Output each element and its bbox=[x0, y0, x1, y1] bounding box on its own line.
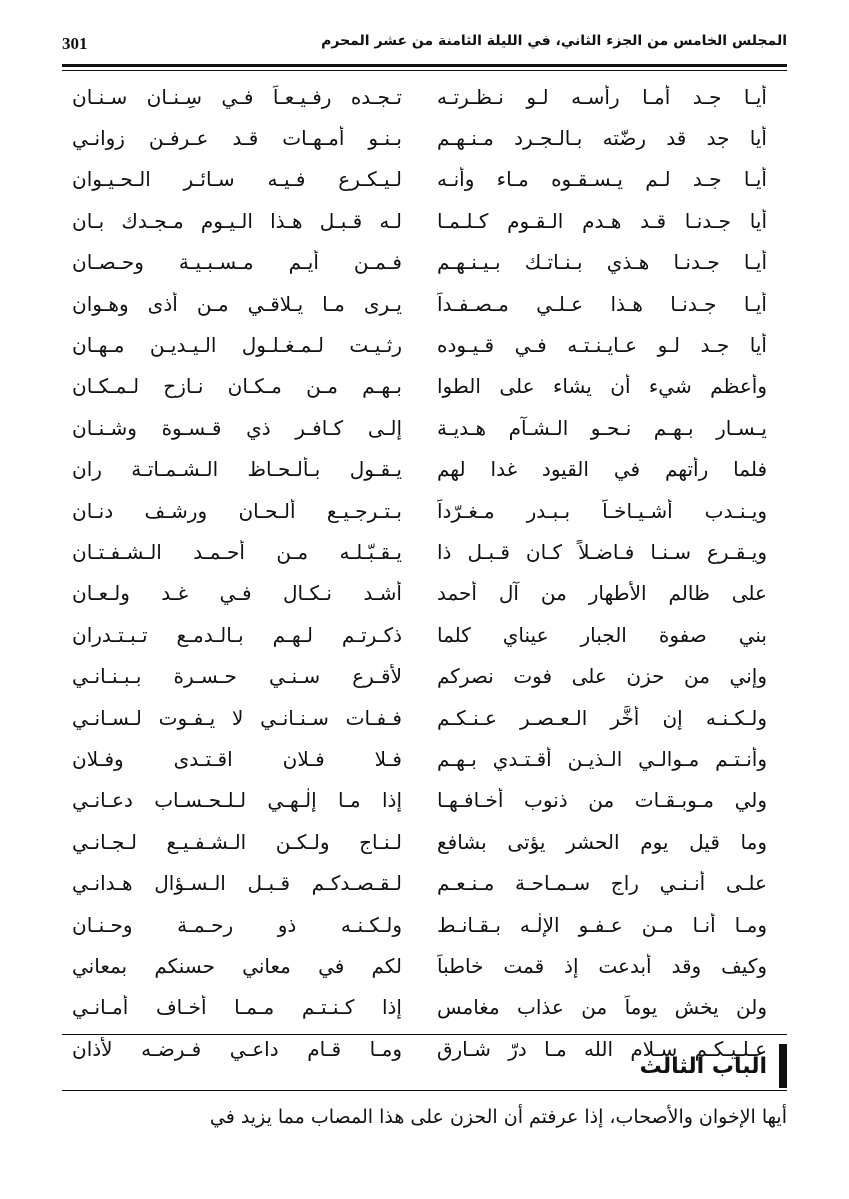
verse-line bbox=[72, 117, 767, 158]
verse-right-hemistich: وأعظم شيء أن يشاء على الطوا bbox=[437, 374, 767, 399]
verse-left-hemistich: لأقـرع سـنـي حـسـرة بـبـنـانـي bbox=[72, 664, 402, 689]
verse-line bbox=[72, 449, 767, 490]
verse-left-hemistich: لـقـصـدكـم قـبـل الـسـؤال هـدانـي bbox=[72, 871, 402, 896]
verse-right-hemistich: أيا جـدنـا قـد هـدم الـقـوم كـلـمـا bbox=[437, 208, 767, 233]
verse-line bbox=[72, 780, 767, 821]
section-heading bbox=[626, 1044, 787, 1088]
verse-left-hemistich: إذا كـنـتـم مـمـا أخـاف أمـانـي bbox=[72, 995, 402, 1020]
verse-line bbox=[72, 738, 767, 779]
verse-left-hemistich: رثـيـت لـمـغـلـول الـيـديـن مـهـان bbox=[72, 333, 402, 358]
verse-right-hemistich: وكيف وقد أبدعت إذ قمت خاطباً bbox=[437, 953, 767, 978]
verse-left-hemistich: ولـكـنـه ذو رحـمـة وحـنـان bbox=[72, 912, 402, 937]
verse-left-hemistich: يـرى مـا يـلاقـي مـن أذى وهـوان bbox=[72, 291, 402, 316]
page-number: 301 bbox=[62, 34, 88, 53]
verse-right-hemistich: وما قيل يوم الحشر يؤتى بشافع bbox=[437, 829, 767, 854]
verse-right-hemistich: ومـا أنـا مـن عـفـو الإلٰـه بـقـانـط bbox=[437, 912, 767, 937]
verse-right-hemistich: بني صفوة الجبار عيناي كلما bbox=[437, 622, 767, 647]
heading-underline bbox=[62, 1090, 787, 1091]
verse-right-hemistich: أيـا جـدنـا هـذا عـلـي مـصـفـداً bbox=[437, 291, 767, 316]
verse-right-hemistich: ويـقـرع سـنـا فـاضـلاً كـان قـبـل ذا bbox=[437, 539, 767, 564]
verse-line bbox=[72, 366, 767, 407]
verse-line bbox=[72, 324, 767, 365]
verse-left-hemistich: أشـد نـكـال فـي غـد ولـعـان bbox=[72, 581, 402, 606]
verse-line bbox=[72, 242, 767, 283]
verse-right-hemistich: أيـا جـد أمـا رأسـه لـو نـظـرتـه bbox=[437, 84, 767, 109]
body-paragraph: أيها الإخوان والأصحاب، إذا عرفتم أن الحزن على هذا المصاب مما يزيد في bbox=[209, 1106, 787, 1128]
heading-bar bbox=[779, 1044, 787, 1088]
verse-left-hemistich: لـه قـبـل هـذا الـيـوم مـجـدك بـان bbox=[72, 208, 402, 233]
verse-left-hemistich: بـنـو أمـهـات قـد عـرفـن زوانـي bbox=[72, 126, 402, 151]
verse-line bbox=[72, 614, 767, 655]
verse-line bbox=[72, 159, 767, 200]
verse-left-hemistich: بـهـم مـن مـكـان نـازح لـمـكـان bbox=[72, 374, 402, 399]
verse-right-hemistich: أيـا جـد لـم يـسـقـوه مـاء وأنـه bbox=[437, 167, 767, 192]
verse-left-hemistich: لـنـاج ولـكـن الـشـفـيـع لـجـانـي bbox=[72, 829, 402, 854]
page-header bbox=[62, 30, 787, 62]
verse-right-hemistich: أيا جـد لـو عـايـنـتـه فـي قـيـوده bbox=[437, 333, 767, 358]
verse-line bbox=[72, 655, 767, 696]
verse-left-hemistich: إذا مـا إلٰـهـي لـلـحـسـاب دعـانـي bbox=[72, 788, 402, 813]
verse-left-hemistich: بـتـرجـيـع ألـحـان ورشـف دنـان bbox=[72, 498, 402, 523]
verse-left-hemistich: فـفـات سـنـانـي لا يـفـوت لـسـانـي bbox=[72, 705, 402, 730]
verse-right-hemistich: علـى أنـنـي راج سـمـاحـة مـنـعـم bbox=[437, 871, 767, 896]
verse-line bbox=[72, 697, 767, 738]
verse-left-hemistich: ومـا قـام داعـي فـرضـه لأذان bbox=[72, 1036, 402, 1061]
verse-line bbox=[72, 904, 767, 945]
verse-left-hemistich: لـيـكـرع فـيـه سـائـر الـحـيـوان bbox=[72, 167, 402, 192]
verse-right-hemistich: عـلـيـكـم سـلام الله مـا درّ شـارق bbox=[437, 1036, 767, 1061]
header-rule-thin bbox=[62, 70, 787, 71]
verse-right-hemistich: فلما رأتهم في القيود غدا لهم bbox=[437, 457, 767, 482]
verse-right-hemistich: ولي مـوبـقـات من ذنوب أخـافـهـا bbox=[437, 788, 767, 813]
verse-left-hemistich: يـقـبّـلـه مـن أحـمـد الـشـفـتـان bbox=[72, 539, 402, 564]
verse-left-hemistich: يـقـول بـألـحـاظ الـشـمـاتـة ران bbox=[72, 457, 402, 482]
verse-line bbox=[72, 200, 767, 241]
verse-right-hemistich: وإني من حزن على فوت نصركم bbox=[437, 664, 767, 689]
verse-line bbox=[72, 821, 767, 862]
verse-right-hemistich: ولـكـنـه إن أخَّر الـعـصـر عـنـكـم bbox=[437, 705, 767, 730]
poem-separator bbox=[62, 1034, 787, 1035]
running-title: المجلس الخامس من الجزء الثاني، في الليلة الثامنة من عشر المحرم bbox=[321, 33, 787, 49]
verse-right-hemistich: على ظالم الأطهار من آل أحمد bbox=[437, 581, 767, 606]
verse-line bbox=[72, 531, 767, 572]
poem bbox=[72, 76, 767, 1061]
verse-right-hemistich: أيا جد قد رضّته بـالـجـرد مـنـهـم bbox=[437, 126, 767, 151]
verse-left-hemistich: ذكـرتـم لـهـم بـالـدمـع تـبـتـدران bbox=[72, 622, 402, 647]
verse-line bbox=[72, 862, 767, 903]
verse-right-hemistich: أيـا جـدنـا هـذي بـنـاتـك بـيـنـهـم bbox=[437, 250, 767, 275]
verse-line bbox=[72, 76, 767, 117]
verse-left-hemistich: فـلا فـلان اقـتـدى وفـلان bbox=[72, 746, 402, 771]
verse-right-hemistich: يـسـار بـهـم نـحـو الـشـآم هـديـة bbox=[437, 415, 767, 440]
header-rule-thick bbox=[62, 64, 787, 67]
verse-right-hemistich: ولن يخش يوماً من عذاب مغامس bbox=[437, 995, 767, 1020]
verse-line bbox=[72, 283, 767, 324]
verse-right-hemistich: ويـنـدب أشـيـاخـاً بـبـدر مـغـرّداً bbox=[437, 498, 767, 523]
section-title: الباب الثالث bbox=[639, 1053, 767, 1079]
verse-line bbox=[72, 945, 767, 986]
verse-right-hemistich: وأنـتـم مـوالـي الـذيـن أقـتـدي بـهـم bbox=[437, 746, 767, 771]
verse-left-hemistich: لكم في معاني حسنكم بمعاني bbox=[72, 953, 402, 978]
verse-line bbox=[72, 407, 767, 448]
verse-left-hemistich: إلـى كـافـر ذي قـسـوة وشـنـان bbox=[72, 415, 402, 440]
verse-line bbox=[72, 987, 767, 1028]
verse-left-hemistich: تـجـده رفـيـعـاً فـي سِـنـان سـنـان bbox=[72, 84, 402, 109]
verse-line bbox=[72, 573, 767, 614]
verse-left-hemistich: فـمـن أيـم مـسـبـيـة وحـصـان bbox=[72, 250, 402, 275]
verse-line bbox=[72, 490, 767, 531]
